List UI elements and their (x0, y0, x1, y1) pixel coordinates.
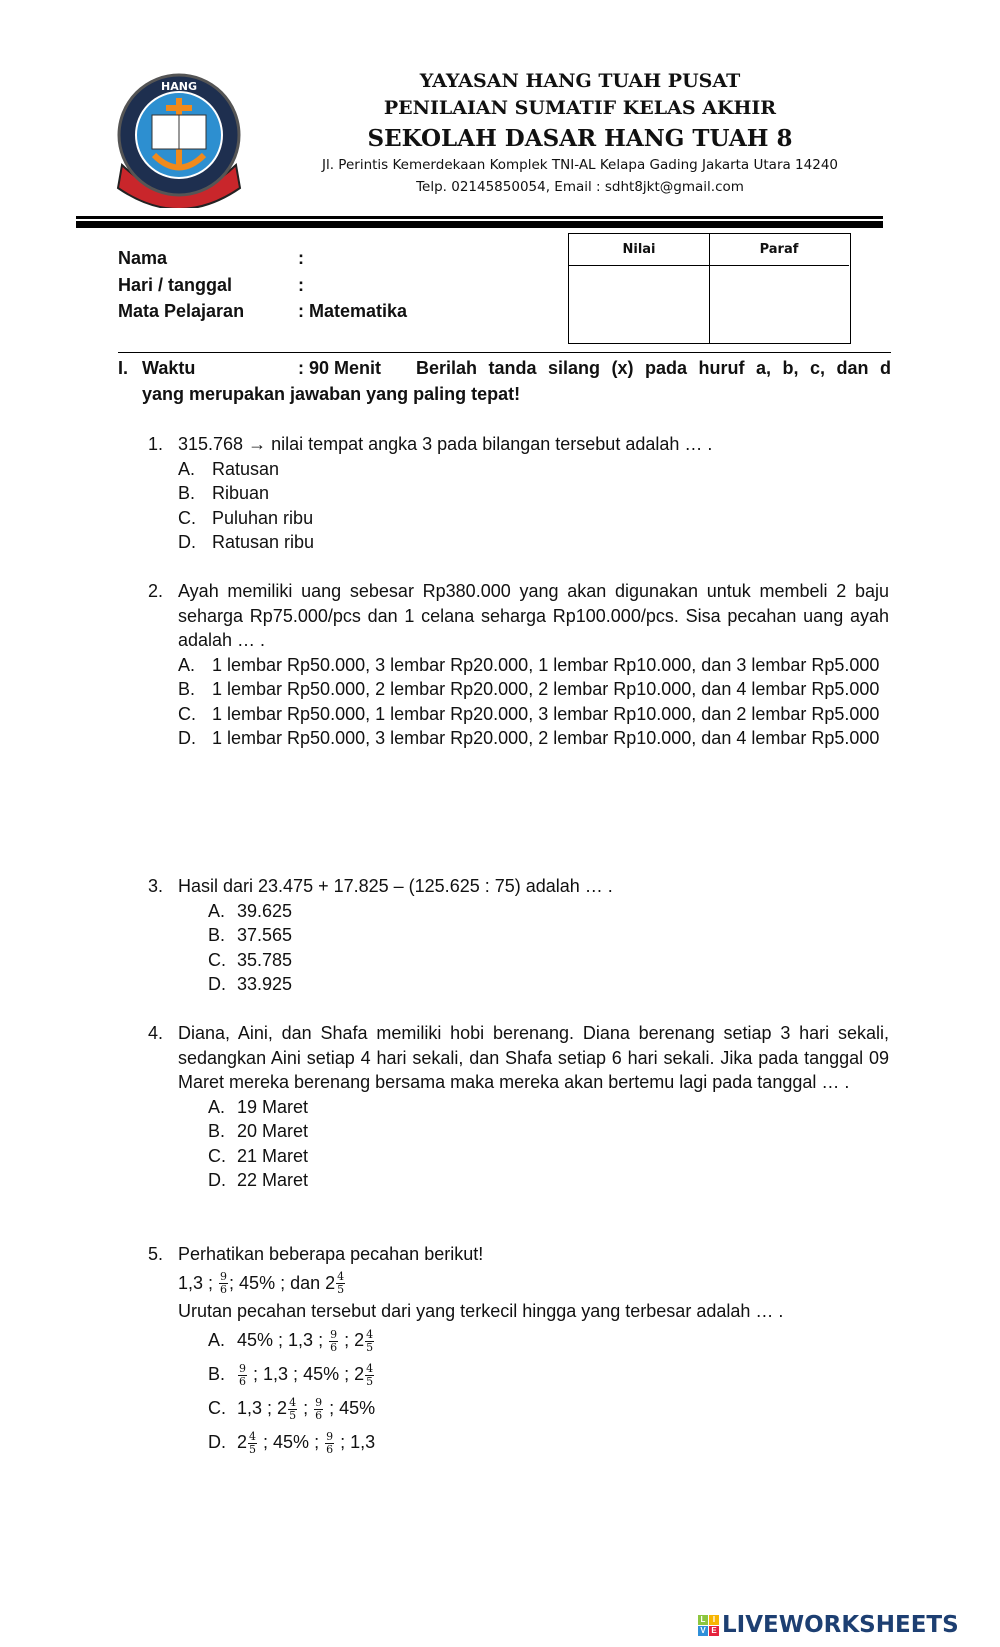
option[interactable]: B. Ribuan (178, 483, 270, 503)
nilai-header: Nilai (569, 234, 709, 266)
header-divider (76, 216, 883, 219)
header-divider-thick (76, 221, 883, 228)
section-header: I. Waktu : 90 Menit Berilah tanda silang (x) pada huruf a, b, c, dan d yang merupakan jawaban yang paling tepat! (118, 355, 891, 407)
waktu-value: : 90 Menit (298, 358, 382, 378)
option[interactable]: D. 22 Maret (208, 1170, 309, 1190)
exam-title: PENILAIAN SUMATIF KELAS AKHIR (383, 97, 777, 119)
waktu-label: Waktu (142, 358, 196, 378)
option[interactable]: D. Ratusan ribu (178, 532, 315, 552)
fraction-list: 1,3 ; $\frac{9}{6}$ ; 45% ; dan 2 $\frac{4}{5}$ (178, 1270, 345, 1297)
nama-field[interactable]: : (298, 248, 304, 268)
hari-field[interactable]: : (298, 275, 304, 295)
option[interactable]: C. 35.785 (208, 949, 293, 970)
option[interactable]: B. 1 lembar Rp50.000, 2 lembar Rp20.000, 2 lembar Rp10.000, dan 4 lembar Rp5.000 (178, 679, 880, 699)
question-2: 2. Ayah memiliki uang sebesar Rp380.000 yang akan digunakan untuk membeli 2 baju seharga Rp75.000/pcs dan 1 celana seharga Rp100.000/pcs. Sisa pecahan uang ayah adalah … . A. 1 lembar Rp50.000, 3 lembar Rp20.000, 1 lembar Rp10.000, dan 3 lembar Rp5.000 B. 1 lembar Rp50.000, 2 lembar Rp20.000, 2 lembar Rp10.000, dan 4 lembar Rp5.000 C. 1 lembar Rp50.000, 1 lembar Rp20.000, 3 lembar Rp10.000, dan 2 lembar Rp5.000 D. 1 lembar Rp50.000, 3 lembar Rp20.000, 2 lembar Rp10.000, dan 4 lembar Rp5.000 (148, 579, 889, 751)
option[interactable]: B. 37.565 (208, 925, 293, 945)
mapel-label: Mata Pelajaran (118, 301, 245, 321)
svg-text:HANG: HANG (161, 80, 197, 93)
option[interactable]: D. 2 $\frac{4}{5}$ ; 45% ; $\frac{9}{6}$ ; 1,3 (208, 1429, 376, 1456)
question-5: 5. Perhatikan beberapa pecahan berikut! 1,3 ; $\frac{9}{6}$ ; 45% ; dan 2 $\frac{4}{5}$ Urutan pecahan tersebut dari yang terkecil hingga yang terbesar adalah … . A. 45% ; 1,3 ; $\frac{9}{6}$ ; 2 $\frac{4}{5}$ B. $\frac{9}{6}$ ; 1,3 ; 45% ; 2 $\frac{4}{5}$ C. 1,3 ; 2 $\frac{4}{5}$ ; $\frac{9}{6}$ ; 45% D. 2 $\frac{4}{5}$ ; 45% ; $\frac{9}{6}$ ; 1,3 (148, 1242, 889, 1459)
mapel-value: : Matematika (298, 301, 408, 321)
instruction-cont: yang merupakan jawaban yang paling tepat! (142, 384, 521, 404)
hari-label: Hari / tanggal (118, 275, 233, 295)
liveworksheets-watermark: L I V E LIVEWORKSHEETS (698, 1612, 959, 1638)
option[interactable]: A. Ratusan (178, 458, 280, 479)
question-1: 1. 315.768 → nilai tempat angka 3 pada bilangan tersebut adalah … . A. Ratusan B. Ribuan C. Puluhan ribu D. Ratusan ribu (148, 432, 889, 555)
nama-label: Nama (118, 248, 168, 268)
school-address: Jl. Perintis Kemerdekaan Komplek TNI-AL Kelapa Gading Jakarta Utara 14240 (321, 157, 839, 173)
option[interactable]: C. 21 Maret (208, 1145, 309, 1166)
option[interactable]: D. 1 lembar Rp50.000, 3 lembar Rp20.000, 2 lembar Rp10.000, dan 4 lembar Rp5.000 (178, 728, 880, 748)
option[interactable]: B. 20 Maret (208, 1121, 309, 1141)
section-divider (118, 352, 891, 353)
paraf-header: Paraf (709, 234, 849, 266)
question-4: 4. Diana, Aini, dan Shafa memiliki hobi berenang. Diana berenang setiap 3 hari sekali, sedangkan Aini setiap 4 hari sekali, dan Shafa setiap 6 hari sekali. Jika pada tanggal 09 Maret mereka berenang bersama maka mereka akan bertemu lagi pada tanggal … . A. 19 Maret B. 20 Maret C. 21 Maret D. 22 Maret (148, 1021, 889, 1193)
foundation-title: YAYASAN HANG TUAH PUSAT (419, 70, 741, 92)
question-3: 3. Hasil dari 23.475 + 17.825 – (125.625 : 75) adalah … . A. 39.625 B. 37.565 C. 35.785 D. 33.925 (148, 874, 889, 997)
school-contact: Telp. 02145850054, Email : sdht8jkt@gmail.com (416, 179, 744, 195)
option[interactable]: D. 33.925 (208, 974, 293, 994)
instruction: Berilah tanda silang (x) pada huruf a, b, c, dan d (416, 358, 891, 378)
option[interactable]: C. 1 lembar Rp50.000, 1 lembar Rp20.000, 3 lembar Rp10.000, dan 2 lembar Rp5.000 (178, 703, 880, 724)
option[interactable]: A. 45% ; 1,3 ; $\frac{9}{6}$ ; 2 $\frac{4}{5}$ (208, 1327, 374, 1354)
school-logo (114, 70, 244, 208)
score-box (568, 233, 851, 344)
option[interactable]: A. 39.625 (208, 900, 293, 921)
liveworksheets-logo-icon: L I V E (698, 1615, 719, 1636)
school-name: SEKOLAH DASAR HANG TUAH 8 (367, 125, 793, 152)
option[interactable]: C. 1,3 ; 2 $\frac{4}{5}$ ; $\frac{9}{6}$ ; 45% (208, 1395, 376, 1422)
option[interactable]: A. 1 lembar Rp50.000, 3 lembar Rp20.000, 1 lembar Rp10.000, dan 3 lembar Rp5.000 (178, 654, 880, 675)
option[interactable]: B. $\frac{9}{6}$ ; 1,3 ; 45% ; 2 $\frac{4}{5}$ (208, 1361, 374, 1388)
option[interactable]: C. Puluhan ribu (178, 507, 314, 528)
option[interactable]: A. 19 Maret (208, 1096, 309, 1117)
